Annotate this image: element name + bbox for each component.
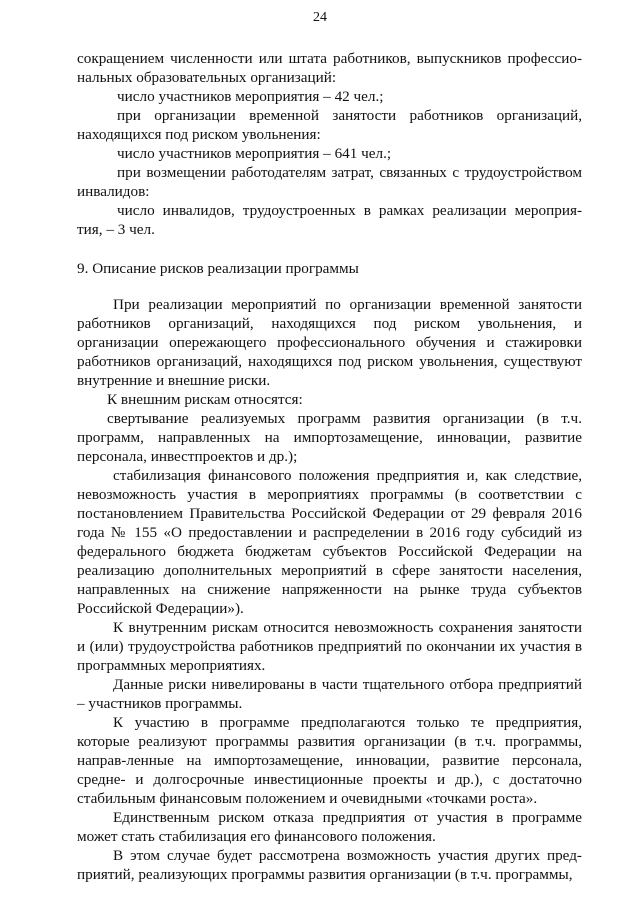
paragraph: К внешним рискам относятся: xyxy=(107,391,303,408)
paragraph: число участников мероприятия – 42 чел.; xyxy=(117,88,384,105)
paragraph: К внутренним рискам относится невозможность сохранения занятости и (или) трудоустройства работников предприятий по окончании их участия в программных мероприятиях. xyxy=(77,619,582,674)
paragraph: число инвалидов, трудоустроенных в рамках реализации мероприя-тия, – 3 чел. xyxy=(77,202,582,238)
document-body xyxy=(77,49,582,884)
paragraph: при организации временной занятости работников организаций, находящихся под риском увольнения: xyxy=(77,107,582,143)
paragraph: свертывание реализуемых программ развития организации (в т.ч. программ, направленных на импортозамещение, инновации, развитие персонала, инвестпроектов и др.); xyxy=(77,410,582,465)
paragraph: Единственным риском отказа предприятия от участия в программе может стать стабилизация его финансового положения. xyxy=(77,809,582,845)
page-number: 24 xyxy=(313,10,327,25)
paragraph: стабилизация финансового положения предприятия и, как следствие, невозможность участия в мероприятиях программы (в соответствии с постановлением Правительства Российской Федерации от 29 февраля 2016 года № 155 «О предоставлении и распределении в 2016 году субсидий из федерального бюджета бюджетам субъектов Российской Федерации на реализацию дополнительных мероприятий в сфере занятости населения, направленных на снижение напряженности на рынке труда субъектов Российской Федерации»). xyxy=(77,467,582,617)
paragraph: Данные риски нивелированы в части тщательного отбора предприятий – участников программы. xyxy=(77,676,582,712)
paragraph: В этом случае будет рассмотрена возможность участия других пред-приятий, реализующих программы развития организации (в т.ч. программы, xyxy=(77,847,582,883)
paragraph: К участию в программе предполагаются только те предприятия, которые реализуют программы развития организации (в т.ч. программы, направ-ленные на импортозамещение, инновации, развитие персонала, средне- и долгосрочные инвестиционные проекты и др.), с достаточно стабильным финансовым положением и очевидными «точками роста». xyxy=(77,714,582,807)
paragraph: сокращением численности или штата работников, выпускников профессио-нальных образовательных организаций: xyxy=(77,50,582,86)
paragraph: при возмещении работодателям затрат, связанных с трудоустройством инвалидов: xyxy=(77,164,582,200)
section-heading: 9. Описание рисков реализации программы xyxy=(77,260,359,277)
paragraph: число участников мероприятия – 641 чел.; xyxy=(117,145,392,162)
paragraph: При реализации мероприятий по организации временной занятости работников организаций, находящихся под риском увольнения, и организации опережающего профессионального обучения и стажировки работников организаций, находящихся под риском увольнения, существуют внутренние и внешние риски. xyxy=(77,296,582,389)
